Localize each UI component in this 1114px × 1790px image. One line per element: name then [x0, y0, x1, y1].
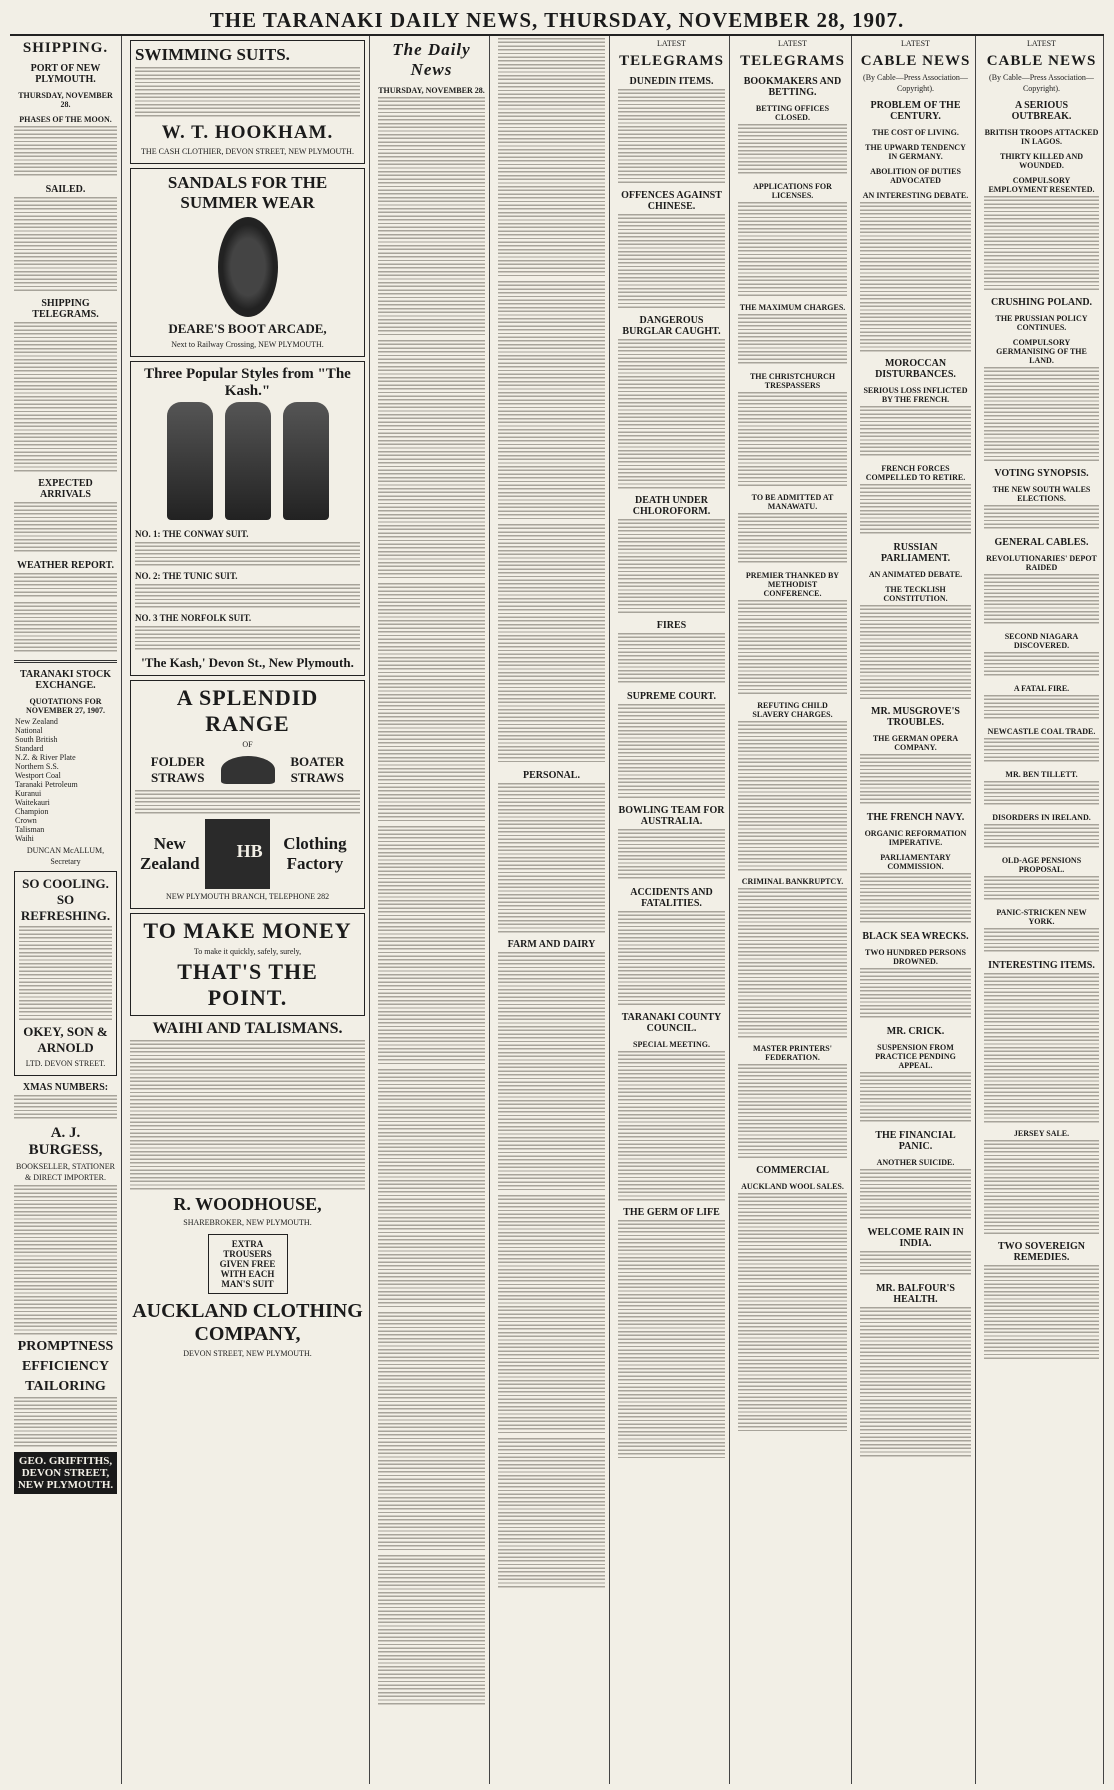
- fires-heading: FIRES: [656, 620, 687, 631]
- problem-heading: PROBLEM OF THE CENTURY.: [870, 100, 961, 122]
- secretary-line: DUNCAN McALLUM, Secretary: [26, 846, 105, 866]
- musgrove-heading: MR. MUSGROVE'S TROUBLES.: [871, 706, 960, 728]
- waihi-text: [130, 1040, 365, 1190]
- sale-text: [984, 1140, 1099, 1235]
- tide-text: [14, 126, 117, 178]
- okey-name: OKEY, SON & ARNOLD: [23, 1024, 108, 1055]
- suit-2-text: [135, 584, 360, 610]
- table-row: Waitekauri: [15, 798, 50, 807]
- table-row: Westport Coal: [15, 771, 61, 780]
- editorial-text-5: [378, 1069, 485, 1309]
- news-text-3: [498, 524, 605, 764]
- cable-title: CABLE NEWS: [986, 53, 1097, 69]
- telegrams-text: [14, 322, 117, 472]
- christchurch-heading: THE CHRISTCHURCH TRESPASSERS: [749, 372, 836, 390]
- remedies-text: [984, 1265, 1099, 1360]
- outbreak-text: [984, 196, 1099, 291]
- cable-title: CABLE NEWS: [860, 53, 971, 69]
- swimming-headline: SWIMMING SUITS.: [135, 45, 290, 64]
- griffiths-banner: GEO. GRIFFITHS, DEVON STREET, NEW PLYMOUTH.: [14, 1452, 117, 1494]
- balfour-heading: MR. BALFOUR'S HEALTH.: [876, 1283, 955, 1305]
- column-cable-2: [980, 36, 1104, 1784]
- personal-text: [498, 783, 605, 933]
- poland-heading: CRUSHING POLAND.: [990, 297, 1093, 308]
- column-telegrams-2: [734, 36, 852, 1784]
- port-heading: PORT OF NEW PLYMOUTH.: [30, 63, 101, 85]
- debate-heading: AN INTERESTING DEBATE.: [862, 191, 969, 200]
- nsw-heading: THE NEW SOUTH WALES ELECTIONS.: [992, 485, 1091, 503]
- farm-text-1: [498, 952, 605, 1192]
- auckland-sub: DEVON STREET, NEW PLYMOUTH.: [183, 1349, 312, 1358]
- bowling-heading: BOWLING TEAM FOR AUSTRALIA.: [618, 805, 725, 827]
- swimming-ad: [130, 40, 365, 164]
- serious-heading: SERIOUS LOSS INFLICTED BY THE FRENCH.: [863, 386, 968, 404]
- column-news: [494, 36, 610, 1784]
- voting-text: [984, 505, 1099, 531]
- commercial-heading: COMMERCIAL: [756, 1165, 829, 1176]
- money-sub: To make it quickly, safely, surely,: [193, 947, 302, 956]
- balfour-text: [860, 1307, 971, 1457]
- okey-sub: LTD. DEVON STREET.: [25, 1059, 106, 1068]
- suit-3-icon: [283, 402, 329, 520]
- voting-heading: VOTING SYNOPSIS.: [994, 468, 1089, 479]
- kash-headline: Three Popular Styles from "The Kash.": [144, 366, 351, 399]
- fatal-text: [984, 695, 1099, 721]
- suit-1-text: [135, 542, 360, 568]
- special-heading: SPECIAL MEETING.: [633, 1040, 710, 1049]
- moroccan-heading: MOROCCAN DISTURBANCES.: [875, 358, 956, 380]
- editorial-text-6: [378, 1312, 485, 1552]
- arrivals-text: [14, 502, 117, 554]
- fires-text: [618, 633, 725, 685]
- sandals-headline: SANDALS FOR THE SUMMER WEAR: [167, 173, 328, 212]
- clothing-word: Clothing Factory: [283, 834, 347, 873]
- crick-text: [860, 1072, 971, 1124]
- suit-illustrations: [135, 400, 360, 527]
- masthead-title: THE TARANAKI DAILY NEWS, THURSDAY, NOVEMBER 28, 1907.: [209, 8, 905, 32]
- nz-clothing-row: [135, 819, 360, 889]
- county-heading: TARANAKI COUNTY COUNCIL.: [621, 1012, 722, 1034]
- tailoring-text: [14, 1397, 117, 1449]
- woodhouse-sub: SHAREBROKER, NEW PLYMOUTH.: [183, 1218, 312, 1227]
- duties-heading: ABOLITION OF DUTIES ADVOCATED: [870, 167, 961, 185]
- russian-heading: RUSSIAN PARLIAMENT.: [880, 542, 951, 564]
- table-row: South British: [15, 735, 58, 744]
- poland-text: [984, 367, 1099, 462]
- suit-2-title: NO. 2: THE TUNIC SUIT.: [135, 571, 238, 581]
- date-line: THURSDAY, NOVEMBER 28.: [18, 91, 113, 109]
- weather-text: [14, 573, 117, 599]
- prussian-heading: THE PRUSSIAN POLICY CONTINUES.: [995, 314, 1088, 332]
- farm-heading: FARM AND DAIRY: [507, 939, 596, 950]
- cooling-headline: SO COOLING. SO REFRESHING.: [20, 876, 111, 923]
- tillett-text: [984, 781, 1099, 807]
- promptness-word: PROMPTNESS: [17, 1339, 114, 1354]
- wool-heading: AUCKLAND WOOL SALES.: [741, 1182, 844, 1191]
- drowned-heading: TWO HUNDRED PERSONS DROWNED.: [865, 948, 966, 966]
- remedies-heading: TWO SOVEREIGN REMEDIES.: [998, 1241, 1085, 1263]
- fatal-heading: A FATAL FIRE.: [1013, 684, 1070, 693]
- sailed-text: [14, 197, 117, 292]
- personal-heading: PERSONAL.: [523, 770, 580, 781]
- licenses-heading: APPLICATIONS FOR LICENSES.: [753, 182, 832, 200]
- tecklish-heading: THE TECKLISH CONSTITUTION.: [883, 585, 948, 603]
- items-heading: INTERESTING ITEMS.: [988, 960, 1095, 971]
- hat-icon: [221, 756, 275, 784]
- table-row: Crown: [15, 816, 37, 825]
- troops-heading: BRITISH TROOPS ATTACKED IN LAGOS.: [984, 128, 1099, 146]
- panic-heading: THE FINANCIAL PANIC.: [875, 1130, 956, 1152]
- supreme-text: [618, 704, 725, 799]
- newcastle-heading: NEWCASTLE COAL TRADE.: [987, 727, 1096, 736]
- table-row: N.Z. & River Plate: [15, 753, 76, 762]
- supreme-heading: SUPREME COURT.: [627, 691, 716, 702]
- latest-label: LATEST: [778, 39, 807, 48]
- sale-heading: JERSEY SALE.: [1013, 1129, 1070, 1138]
- county-text: [618, 1051, 725, 1201]
- opera-heading: THE GERMAN OPERA COMPANY.: [872, 734, 959, 752]
- organic-heading: ORGANIC REFORMATION IMPERATIVE.: [864, 829, 967, 847]
- burglar-heading: DANGEROUS BURGLAR CAUGHT.: [622, 315, 721, 337]
- folder-straws: FOLDER STRAWS: [150, 754, 205, 785]
- musgrove-text: [860, 754, 971, 806]
- xmas-text: [14, 1095, 117, 1121]
- suspension-heading: SUSPENSION FROM PRACTICE PENDING APPEAL.: [875, 1043, 956, 1070]
- suit-1-title: NO. 1: THE CONWAY SUIT.: [135, 529, 249, 539]
- burgess-text: [14, 1185, 117, 1335]
- methodist-text: [738, 600, 847, 695]
- column-editorial: [374, 36, 490, 1784]
- cooling-ad: [14, 871, 117, 1076]
- table-row: Taranaki Petroleum: [15, 780, 78, 789]
- killed-heading: THIRTY KILLED AND WOUNDED.: [1000, 152, 1083, 170]
- extra-trousers-box: EXTRA TROUSERS GIVEN FREE WITH EACH MAN'S SUIT: [208, 1234, 288, 1294]
- column-shipping: [10, 36, 122, 1784]
- point-headline: THAT'S THE POINT.: [177, 959, 318, 1010]
- farm-text-2: [498, 1195, 605, 1435]
- burglar-text: [618, 339, 725, 489]
- printers-text: [738, 1064, 847, 1159]
- news-text-1: [498, 38, 605, 278]
- navy-text: [860, 873, 971, 925]
- raided-heading: REVOLUTIONARIES' DEPOT RAIDED: [986, 554, 1097, 572]
- nz-branch: NEW PLYMOUTH BRANCH, TELEPHONE 282: [165, 892, 330, 901]
- editorial-text-1: [378, 97, 485, 337]
- editorial-text-3: [378, 583, 485, 823]
- outbreak-heading: A SERIOUS OUTBREAK.: [1011, 100, 1072, 122]
- hookham-sub: THE CASH CLOTHIER, DEVON STREET, NEW PLYMOUTH.: [141, 147, 354, 156]
- methodist-heading: PREMIER THANKED BY METHODIST CONFERENCE.: [745, 571, 840, 598]
- slavery-text: [738, 721, 847, 871]
- suit-3-text: [135, 626, 360, 652]
- boater-straws: BOATER STRAWS: [290, 754, 345, 785]
- cable-assoc: (By Cable—Press Association—Copyright).: [989, 73, 1094, 93]
- pensions-text: [984, 876, 1099, 902]
- chloroform-heading: DEATH UNDER CHLOROFORM.: [632, 495, 711, 517]
- niagara-heading: SECOND NIAGARA DISCOVERED.: [1004, 632, 1079, 650]
- newyork-heading: PANIC-STRICKEN NEW YORK.: [996, 908, 1087, 926]
- chloroform-text: [618, 519, 725, 614]
- suicide-heading: ANOTHER SUICIDE.: [876, 1158, 955, 1167]
- kash-footer: 'The Kash,' Devon St., New Plymouth.: [141, 655, 354, 670]
- burgess-name: A. J. BURGESS,: [28, 1125, 103, 1158]
- betting-text: [738, 124, 847, 176]
- kash-ad: [130, 361, 365, 676]
- latest-label: LATEST: [1027, 39, 1056, 48]
- exchange-heading: TARANAKI STOCK EXCHANGE.: [19, 669, 112, 691]
- moroccan-text: [860, 406, 971, 458]
- hb-logo-icon: [205, 819, 270, 889]
- germ-heading: THE GERM OF LIFE: [623, 1207, 720, 1218]
- wool-text: [738, 1193, 847, 1433]
- animated-heading: AN ANIMATED DEBATE.: [868, 570, 963, 579]
- efficiency-word: EFFICIENCY: [21, 1359, 110, 1374]
- editorial-text-2: [378, 340, 485, 580]
- deare-sub: Next to Railway Crossing, NEW PLYMOUTH.: [171, 340, 324, 349]
- accidents-text: [618, 911, 725, 1006]
- column-cable-1: [856, 36, 976, 1784]
- latest-label: LATEST: [657, 39, 686, 48]
- offences-heading: OFFENCES AGAINST CHINESE.: [621, 190, 722, 212]
- column-ads: [126, 36, 370, 1784]
- compulsory-heading: COMPULSORY EMPLOYMENT RESENTED.: [988, 176, 1095, 194]
- bowling-text: [618, 829, 725, 881]
- suit-2-icon: [225, 402, 271, 520]
- germanising-heading: COMPULSORY GERMANISING OF THE LAND.: [996, 338, 1087, 365]
- bookmakers-heading: BOOKMAKERS AND BETTING.: [743, 76, 842, 98]
- straws-row: [135, 752, 360, 788]
- tailoring-word: TAILORING: [25, 1379, 106, 1394]
- items-text: [984, 973, 1099, 1123]
- deare-name: DEARE'S BOOT ARCADE,: [168, 321, 327, 336]
- germ-text: [618, 1220, 725, 1460]
- maximum-text: [738, 314, 847, 366]
- cable-assoc: (By Cable—Press Association—Copyright).: [863, 73, 968, 93]
- telegrams-title: TELEGRAMS: [740, 53, 845, 69]
- dunedin-heading: DUNEDIN ITEMS.: [629, 76, 714, 87]
- woodhouse-name: R. WOODHOUSE,: [173, 1194, 322, 1214]
- suit-1-icon: [167, 402, 213, 520]
- table-row: Northern S.S.: [15, 762, 59, 771]
- table-row: Champion: [15, 807, 49, 816]
- retire-heading: FRENCH FORCES COMPELLED TO RETIRE.: [865, 464, 966, 482]
- christchurch-text: [738, 392, 847, 487]
- xmas-heading: XMAS NUMBERS:: [22, 1082, 109, 1093]
- sailed-heading: SAILED.: [45, 184, 86, 195]
- burgess-sub: BOOKSELLER, STATIONER & DIRECT IMPORTER.: [16, 1162, 115, 1182]
- russian-text: [860, 605, 971, 700]
- news-text-2: [498, 281, 605, 521]
- pensions-heading: OLD-AGE PENSIONS PROPOSAL.: [1001, 856, 1082, 874]
- wrecks-text: [860, 968, 971, 1020]
- sandal-icon: [218, 217, 278, 317]
- latest-label: LATEST: [901, 39, 930, 48]
- table-row: New Zealand: [15, 717, 58, 726]
- ireland-heading: DISORDERS IN IRELAND.: [992, 813, 1091, 822]
- germany-heading: THE UPWARD TENDENCY IN GERMANY.: [865, 143, 966, 161]
- cooling-text: [19, 926, 112, 1021]
- editorial-text-7: [378, 1555, 485, 1705]
- bankruptcy-heading: CRIMINAL BANKRUPTCY.: [741, 877, 844, 886]
- panic-text: [860, 1169, 971, 1221]
- raided-text: [984, 574, 1099, 626]
- range-headline: A SPLENDID RANGE: [176, 685, 319, 736]
- editorial-text-4: [378, 826, 485, 1066]
- rain-text: [860, 1251, 971, 1277]
- suit-3-title: NO. 3 THE NORFOLK SUIT.: [135, 613, 252, 623]
- newyork-text: [984, 928, 1099, 954]
- newcastle-text: [984, 738, 1099, 764]
- sandals-ad: [130, 168, 365, 357]
- table-row: Standard: [15, 744, 44, 753]
- hookham-name: W. T. HOOKHAM.: [161, 122, 334, 143]
- moon-heading: PHASES OF THE MOON.: [19, 115, 112, 124]
- swimming-text: [135, 67, 360, 119]
- commission-heading: PARLIAMENTARY COMMISSION.: [880, 853, 951, 871]
- money-ad: [130, 913, 365, 1016]
- arrivals-heading: EXPECTED ARRIVALS: [38, 478, 93, 500]
- weather-heading: WEATHER REPORT.: [16, 560, 115, 571]
- accidents-heading: ACCIDENTS AND FATALITIES.: [630, 887, 713, 909]
- farm-text-3: [498, 1438, 605, 1588]
- telegrams-title: TELEGRAMS: [619, 53, 724, 69]
- table-row: Kuranui: [15, 789, 42, 798]
- wrecks-heading: BLACK SEA WRECKS.: [862, 931, 969, 942]
- ireland-text: [984, 824, 1099, 850]
- shipping-heading: SHIPPING.: [22, 40, 109, 56]
- straws-text: [135, 790, 360, 816]
- admitted-text: [738, 513, 847, 565]
- shipping-telegrams-heading: SHIPPING TELEGRAMS.: [32, 298, 99, 320]
- straws-ad: [130, 680, 365, 909]
- range-of: OF: [242, 740, 253, 749]
- living-heading: THE COST OF LIVING.: [872, 128, 959, 137]
- betting-heading: BETTING OFFICES CLOSED.: [755, 104, 830, 122]
- licenses-text: [738, 202, 847, 297]
- offences-text: [618, 214, 725, 309]
- slavery-heading: REFUTING CHILD SLAVERY CHARGES.: [752, 701, 833, 719]
- money-headline: TO MAKE MONEY: [143, 918, 352, 943]
- tillett-heading: MR. BEN TILLETT.: [1005, 770, 1078, 779]
- table-row: Talisman: [15, 825, 45, 834]
- waihi-heading: WAIHI AND TALISMANS.: [152, 1020, 343, 1037]
- niagara-text: [984, 652, 1099, 678]
- cables-heading: GENERAL CABLES.: [994, 537, 1089, 548]
- auckland-name: AUCKLAND CLOTHING COMPANY,: [132, 1300, 363, 1345]
- dunedin-text: [618, 89, 725, 184]
- printers-heading: MASTER PRINTERS' FEDERATION.: [753, 1044, 832, 1062]
- daily-news-title: The Daily News: [392, 40, 471, 79]
- nz-word: New Zealand: [140, 834, 200, 873]
- admitted-heading: TO BE ADMITTED AT MANAWATU.: [751, 493, 834, 511]
- editorial-date: THURSDAY, NOVEMBER 28.: [378, 86, 485, 95]
- table-row: Waihi: [15, 834, 34, 843]
- clothing-notice-text: [14, 602, 117, 654]
- column-telegrams-1: [614, 36, 730, 1784]
- crick-heading: MR. CRICK.: [886, 1026, 945, 1037]
- maximum-heading: THE MAXIMUM CHARGES.: [739, 303, 846, 312]
- navy-heading: THE FRENCH NAVY.: [866, 812, 965, 823]
- table-row: National: [15, 726, 43, 735]
- quotations-table: [14, 717, 117, 843]
- quotations-heading: QUOTATIONS FOR NOVEMBER 27, 1907.: [25, 697, 106, 715]
- germany-text: [860, 202, 971, 352]
- rain-heading: WELCOME RAIN IN INDIA.: [867, 1227, 964, 1249]
- bankruptcy-text: [738, 888, 847, 1038]
- retire-text: [860, 484, 971, 536]
